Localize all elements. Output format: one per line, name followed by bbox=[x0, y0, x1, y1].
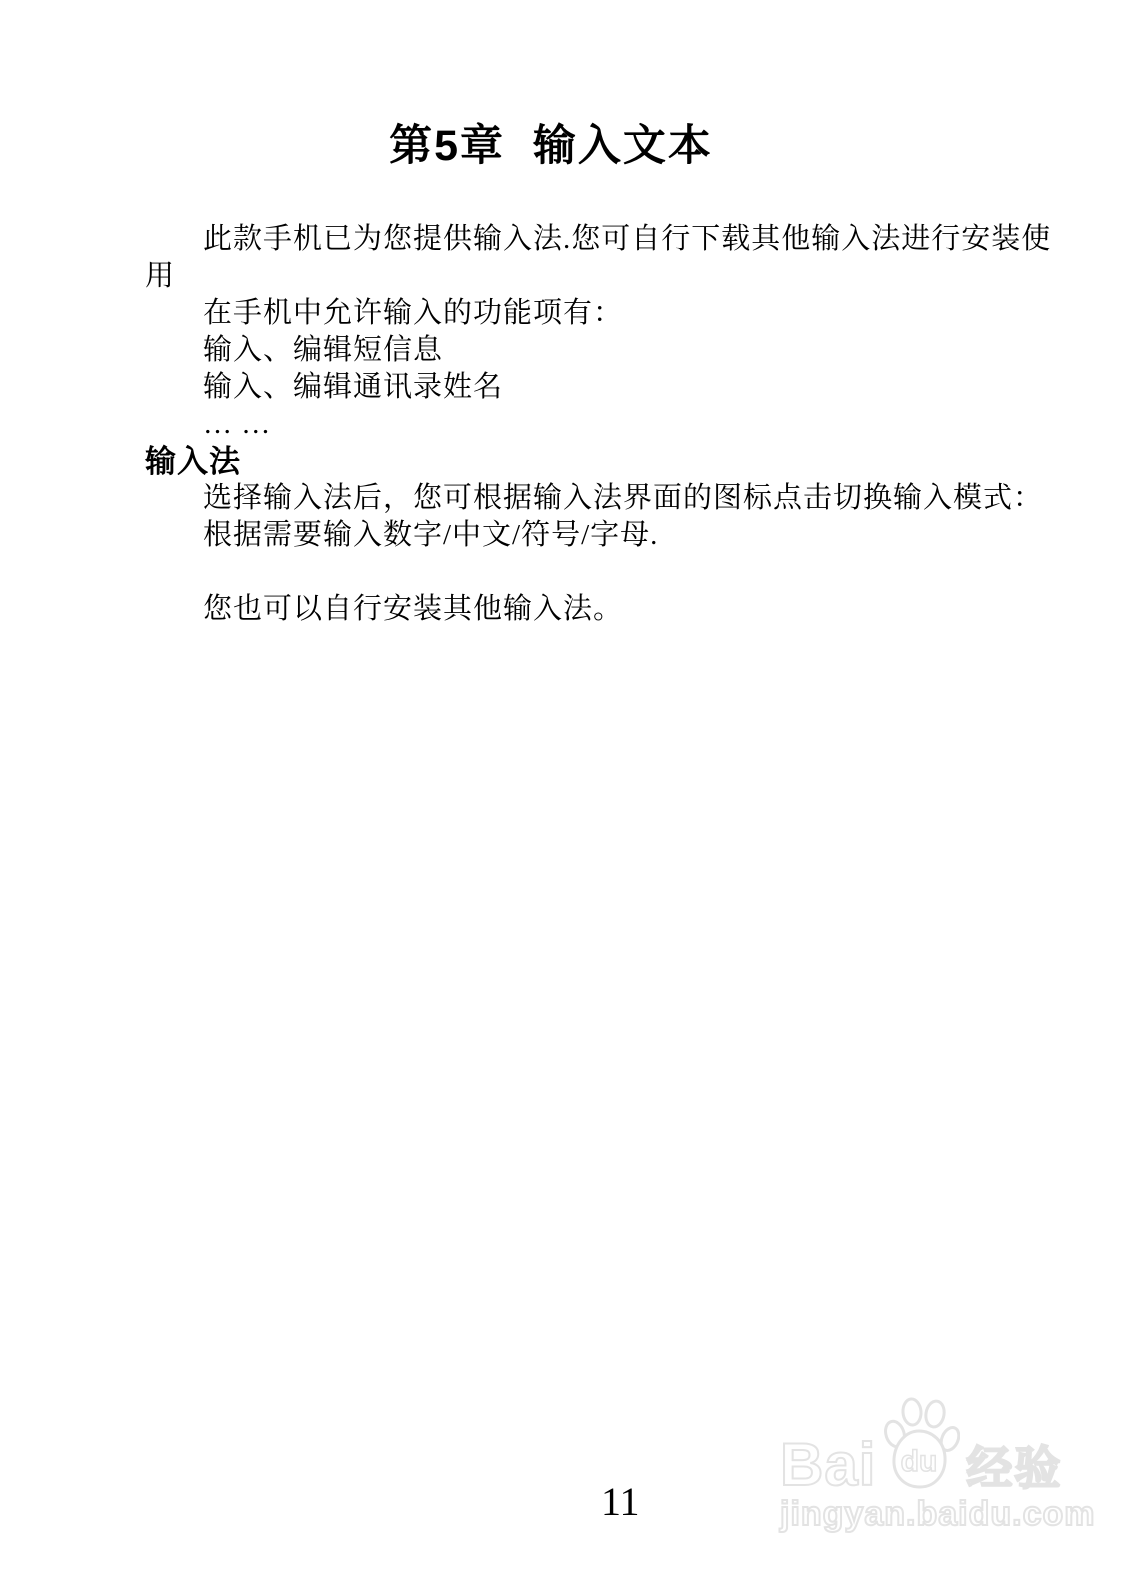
watermark-site-url: jingyan.baidu.com bbox=[780, 1495, 1096, 1533]
paragraph-line: 您也可以自行安装其他输入法。 bbox=[203, 593, 624, 625]
paragraph-line: 输入、编辑通讯录姓名 bbox=[203, 371, 504, 403]
page-number: 11 bbox=[601, 1479, 640, 1524]
watermark-bai-text: Bai bbox=[780, 1431, 877, 1498]
watermark-du-text: du bbox=[901, 1445, 938, 1478]
paragraph-line: 选择输入法后，您可根据输入法界面的图标点击切换输入模式： bbox=[203, 482, 1044, 514]
paragraph-line: 此款手机已为您提供输入法.您可自行下载其他输入法进行安装使 bbox=[203, 223, 1052, 255]
paragraph-line: 输入、编辑短信息 bbox=[203, 334, 444, 366]
ellipsis-line: … … bbox=[203, 408, 272, 440]
paragraph-line: 根据需要输入数字/中文/符号/字母. bbox=[203, 519, 659, 551]
chapter-title: 第5章 输入文本 bbox=[389, 122, 713, 170]
section-heading-input-method: 输入法 bbox=[145, 444, 241, 479]
watermark-jingyan-text: 经验 bbox=[966, 1442, 1063, 1494]
body-text bbox=[145, 221, 1065, 628]
watermark-brand-row bbox=[780, 1398, 1080, 1498]
paragraph-line: 用 bbox=[145, 260, 176, 292]
paragraph-line: 在手机中允许输入的功能项有： bbox=[203, 297, 624, 329]
baidu-paw-icon bbox=[878, 1397, 960, 1493]
baidu-jingyan-watermark bbox=[780, 1398, 1096, 1533]
